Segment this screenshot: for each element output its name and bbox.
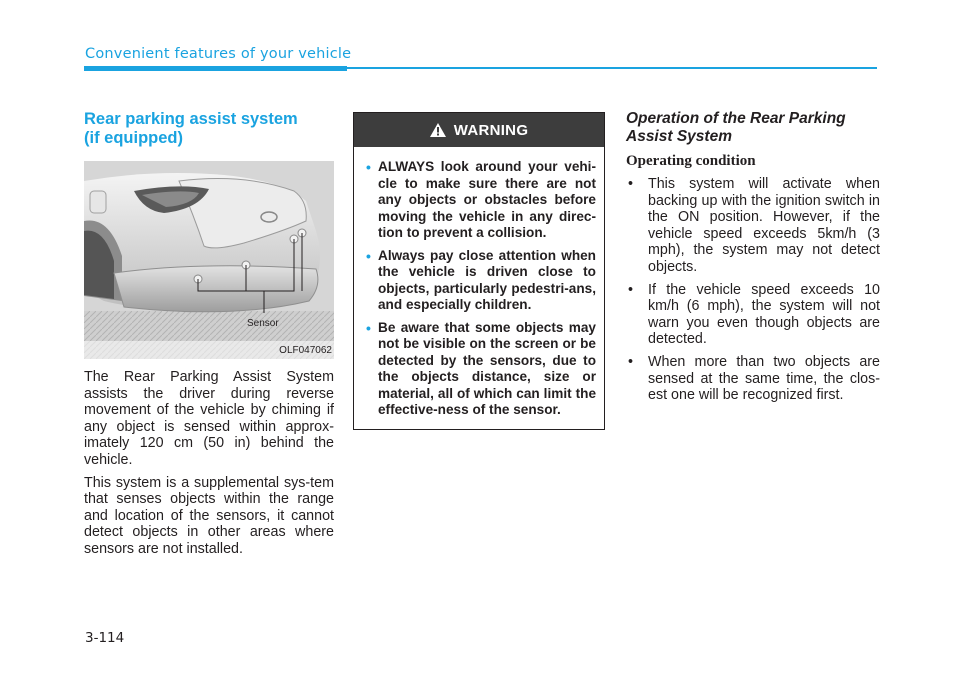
bullet-dot-icon: • <box>366 319 371 336</box>
warning-triangle-icon <box>430 123 446 137</box>
rear-bumper-illustration <box>84 161 334 359</box>
warning-header <box>354 113 604 147</box>
rear-parking-title-line1: Rear parking assist system <box>84 110 298 128</box>
operating-condition-list <box>626 176 880 404</box>
operation-title <box>626 110 880 145</box>
left-column <box>84 110 334 558</box>
bullet-icon: • <box>628 176 634 192</box>
right-column <box>626 110 880 410</box>
warning-item-text: Be aware that some objects may not be visible on the screen or be detected by the sensors, due to the objects distance, size or material, all of which can limit the effective-ness of the sensor. <box>378 319 596 417</box>
warning-heading: WARNING <box>453 121 529 139</box>
bullet-icon: • <box>628 281 634 298</box>
warning-list <box>354 159 604 419</box>
operating-condition-subtitle: Operating condition <box>626 153 756 169</box>
page-number: 3-114 <box>85 630 125 646</box>
operation-title-line2: Assist System <box>626 127 732 145</box>
condition-item-text: When more than two objects are sensed at the same time, the clos-est one will be recognized first. <box>648 353 880 404</box>
rear-parking-title <box>84 110 334 148</box>
warning-item <box>366 248 596 314</box>
condition-item <box>626 282 880 348</box>
warning-item-text: Always pay close attention when the vehicle is driven close to objects, particularly pedestri-ans, and especially children. <box>378 247 596 312</box>
intro-paragraph-2: This system is a supplemental sys-tem that senses objects within the range and location of the sensors, it cannot detect objects in other areas where sensors are not installed. <box>84 474 334 557</box>
warning-box <box>353 112 605 430</box>
rear-parking-title-line2: (if equipped) <box>84 129 183 147</box>
bullet-dot-icon: • <box>366 247 371 264</box>
header-rule-thick <box>84 66 347 71</box>
rear-bumper-figure <box>84 161 334 359</box>
warning-item <box>366 320 596 419</box>
header-rule-thin <box>347 67 877 69</box>
section-header-title: Convenient features of your vehicle <box>85 46 352 62</box>
operation-title-line1: Operation of the Rear Parking <box>626 110 846 127</box>
bullet-dot-icon: • <box>366 159 371 175</box>
condition-item-text: This system will activate when backing up with the ignition switch in the ON position. However, if the vehicle speed exceeds 5km/h (3 mph), the system may not detect objects. <box>648 176 880 275</box>
bullet-icon: • <box>628 353 634 370</box>
condition-item <box>626 176 880 276</box>
warning-item <box>366 159 596 242</box>
figure-code: OLF047062 <box>279 345 332 356</box>
sensor-label: Sensor <box>247 318 279 329</box>
condition-item <box>626 354 880 404</box>
condition-item-text: If the vehicle speed exceeds 10 km/h (6 mph), the system will not warn you even though objects are detected. <box>648 281 880 348</box>
middle-column <box>353 112 605 430</box>
intro-paragraph-1: The Rear Parking Assist System assists the driver during reverse movement of the vehicle by chiming if any object is sensed within approx-imately 120 cm (50 in) behind the vehicle. <box>84 369 334 468</box>
warning-item-text: ALWAYS look around your vehi-cle to make sure there are not any objects or obstacles before moving the vehicle in any direc-tion to prevent a collision. <box>378 159 596 240</box>
